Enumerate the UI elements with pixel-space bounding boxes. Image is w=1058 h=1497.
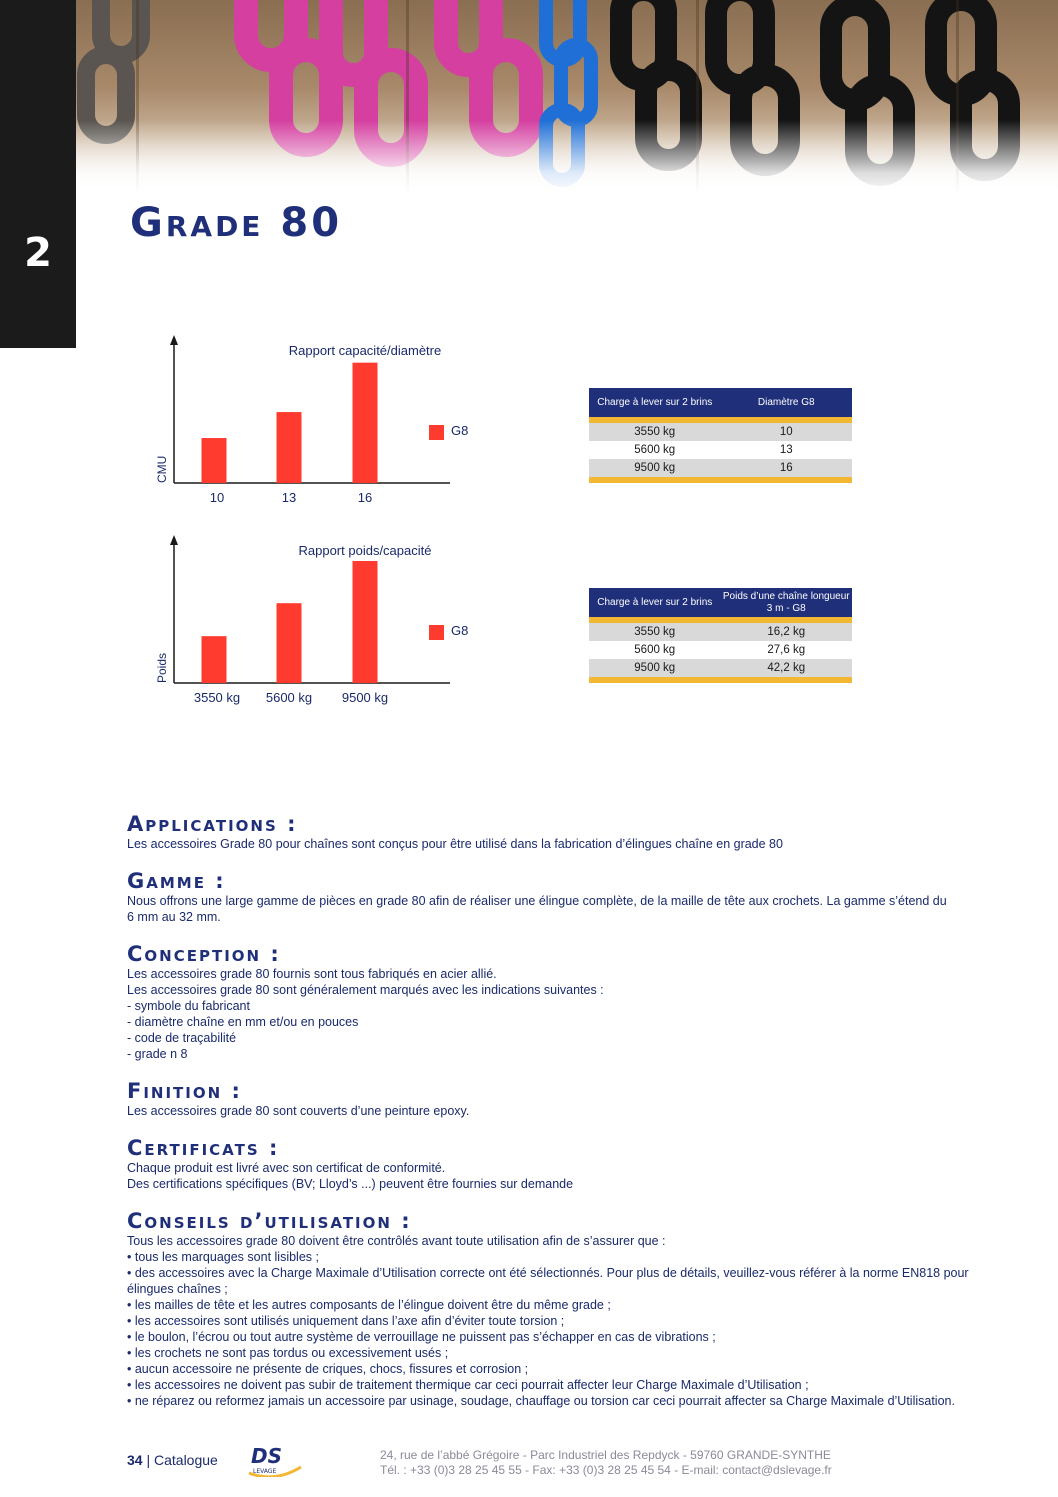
chart1-bar bbox=[202, 438, 227, 483]
section-applications bbox=[127, 812, 997, 852]
chart2-tick-label: 9500 kg bbox=[341, 690, 389, 705]
chart2-y-axis-arrow bbox=[170, 535, 178, 545]
section-line: Des certifications spécifiques (BV; Lloyd’s ...) peuvent être fournies sur demande bbox=[127, 1177, 574, 1191]
section-heading: Gamme : bbox=[127, 869, 226, 893]
section-heading: Finition : bbox=[127, 1079, 242, 1103]
table-row bbox=[589, 459, 852, 477]
chart1-bar bbox=[353, 363, 378, 483]
table-row bbox=[589, 641, 852, 659]
chart2-bar bbox=[277, 603, 302, 683]
section-finition bbox=[127, 1079, 997, 1119]
logo-text: DS bbox=[251, 1444, 283, 1468]
table-cell: 9500 kg bbox=[634, 462, 676, 474]
footer-page-info bbox=[127, 1452, 218, 1468]
section-line: • les accessoires ne doivent pas subir de traitement thermique car ceci pourrait affecter leur Charge Maximale d’Utilisation ; bbox=[127, 1378, 809, 1392]
table-row bbox=[589, 441, 852, 459]
section-heading: Conseils d’utilisation : bbox=[127, 1209, 412, 1233]
chart1-bar bbox=[277, 412, 302, 483]
footer-contact bbox=[380, 1448, 832, 1478]
chart-poids-capacite-svg bbox=[140, 530, 480, 710]
section-line: • des accessoires avec la Charge Maximale d’Utilisation correcte ont été sélectionnés. Pour plus de détails, veuillez-vous référer à la norme EN818 pour bbox=[127, 1266, 969, 1280]
table-diametre bbox=[589, 388, 852, 483]
section-line: - grade n 8 bbox=[127, 1047, 188, 1061]
hero-image-chains bbox=[76, 0, 1058, 195]
ds-levage-logo bbox=[247, 1443, 303, 1477]
section-line: • aucun accessoire ne présente de criques, chocs, fissures et corrosion ; bbox=[127, 1362, 529, 1376]
section-line: élingues chaînes ; bbox=[127, 1282, 228, 1296]
page-title: Grade 80 bbox=[130, 200, 343, 246]
section-certificats bbox=[127, 1136, 997, 1192]
table-cell: 16,2 kg bbox=[767, 626, 806, 638]
section-conseils bbox=[127, 1209, 997, 1409]
section-line: - diamètre chaîne en mm et/ou en pouces bbox=[127, 1015, 359, 1029]
section-line: • tous les marquages sont lisibles ; bbox=[127, 1250, 319, 1264]
section-heading: Conception : bbox=[127, 942, 281, 966]
footer-catalogue: Catalogue bbox=[154, 1452, 218, 1468]
chart1-tick-label: 10 bbox=[209, 490, 225, 505]
section-line: Les accessoires grade 80 sont généralement marqués avec les indications suivantes : bbox=[127, 983, 604, 997]
chart-capacite-diametre-svg bbox=[140, 330, 480, 510]
section-line: Nous offrons une large gamme de pièces en grade 80 afin de réaliser une élingue complète, de la maille de tête aux crochets. La gamme s’étend du bbox=[127, 894, 947, 908]
section-line: - symbole du fabricant bbox=[127, 999, 250, 1013]
section-heading: Applications : bbox=[127, 812, 298, 836]
section-gamme bbox=[127, 869, 997, 925]
chart2-legend-swatch bbox=[429, 625, 444, 640]
chart1-legend-swatch bbox=[429, 425, 444, 440]
chart2-bar bbox=[202, 636, 227, 683]
section-tab bbox=[0, 0, 76, 348]
section-line: Chaque produit est livré avec son certificat de conformité. bbox=[127, 1161, 446, 1175]
chart2-title: Rapport poids/capacité bbox=[298, 543, 432, 558]
footer-address: 24, rue de l’abbé Grégoire - Parc Industriel des Repdyck - 59760 GRANDE-SYNTHE bbox=[380, 1448, 831, 1462]
chart2-legend-label: G8 bbox=[451, 623, 469, 638]
chart2-bar bbox=[353, 561, 378, 683]
section-line: • les accessoires sont utilisés uniquement dans l’axe afin d’éviter toute torsion ; bbox=[127, 1314, 565, 1328]
chart1-y-label: CMU bbox=[155, 455, 169, 483]
section-number: 2 bbox=[24, 230, 52, 276]
table-header-cell: Diamètre G8 bbox=[757, 396, 815, 408]
table-row bbox=[589, 659, 852, 677]
section-line: Les accessoires grade 80 sont couverts d’une peinture epoxy. bbox=[127, 1104, 470, 1118]
table-cell: 5600 kg bbox=[634, 644, 676, 656]
section-line: • les crochets ne sont pas tordus ou excessivement usés ; bbox=[127, 1346, 449, 1360]
table-cell: 3550 kg bbox=[634, 626, 676, 638]
table-poids bbox=[589, 588, 852, 683]
table-cell: 27,6 kg bbox=[767, 644, 806, 656]
table-header-cell: Poids d’une chaîne longueur 3 m - G8 bbox=[722, 590, 850, 614]
table-cell: 42,2 kg bbox=[767, 662, 806, 674]
section-line: 6 mm au 32 mm. bbox=[127, 910, 221, 924]
chart1-legend-label: G8 bbox=[451, 423, 469, 438]
logo-subtext: LEVAGE bbox=[253, 1468, 277, 1475]
chart2-y-label: Poids bbox=[155, 652, 169, 683]
chart2-tick-label: 5600 kg bbox=[265, 690, 313, 705]
table-cell: 10 bbox=[779, 426, 793, 438]
table-accent-bar bbox=[589, 677, 852, 683]
table-cell: 5600 kg bbox=[634, 444, 676, 456]
section-line: • le boulon, l’écrou ou tout autre système de verrouillage ne puissent pas s’échapper en cas de vibrations ; bbox=[127, 1330, 716, 1344]
page-number: 34 bbox=[127, 1452, 143, 1468]
table-header bbox=[589, 588, 852, 617]
section-line: • les mailles de tête et les autres composants de l’élingue doivent être du même grade ; bbox=[127, 1298, 611, 1312]
table-row bbox=[589, 423, 852, 441]
section-line: Tous les accessoires grade 80 doivent être contrôlés avant toute utilisation afin de s’assurer que : bbox=[127, 1234, 666, 1248]
chart1-y-axis-arrow bbox=[170, 335, 178, 345]
chart2-tick-label: 3550 kg bbox=[193, 690, 241, 705]
table-accent-bar bbox=[589, 477, 852, 483]
section-heading: Certificats : bbox=[127, 1136, 280, 1160]
table-cell: 3550 kg bbox=[634, 426, 676, 438]
section-line: • ne réparez ou reformez jamais un accessoire par usinage, soudage, chauffage ou torsion car ceci pourrait affecter sa Charge Maximale d’Utilisation. bbox=[127, 1394, 955, 1408]
chart-poids-capacite bbox=[140, 530, 480, 710]
chart1-title: Rapport capacité/diamètre bbox=[288, 343, 442, 358]
section-conception bbox=[127, 942, 997, 1062]
section-line: Les accessoires grade 80 fournis sont tous fabriqués en acier allié. bbox=[127, 967, 497, 981]
table-cell: 13 bbox=[779, 444, 793, 456]
footer-separator: | bbox=[146, 1452, 151, 1468]
chart1-tick-label: 13 bbox=[281, 490, 297, 505]
table-header-cell: Charge à lever sur 2 brins bbox=[597, 396, 713, 408]
chart1-tick-label: 16 bbox=[357, 490, 373, 505]
chart-capacite-diametre bbox=[140, 330, 480, 510]
table-header bbox=[589, 388, 852, 417]
table-cell: 9500 kg bbox=[634, 662, 676, 674]
table-header-cell: Charge à lever sur 2 brins bbox=[597, 596, 713, 608]
section-line: - code de traçabilité bbox=[127, 1031, 237, 1045]
table-row bbox=[589, 623, 852, 641]
section-line: Les accessoires Grade 80 pour chaînes sont conçus pour être utilisé dans la fabrication d’élingues chaîne en grade 80 bbox=[127, 837, 783, 851]
footer-contact-line: Tél. : +33 (0)3 28 25 45 55 - Fax: +33 (0)3 28 25 45 54 - E-mail: contact@dslevage.fr bbox=[380, 1463, 832, 1477]
table-cell: 16 bbox=[779, 462, 793, 474]
